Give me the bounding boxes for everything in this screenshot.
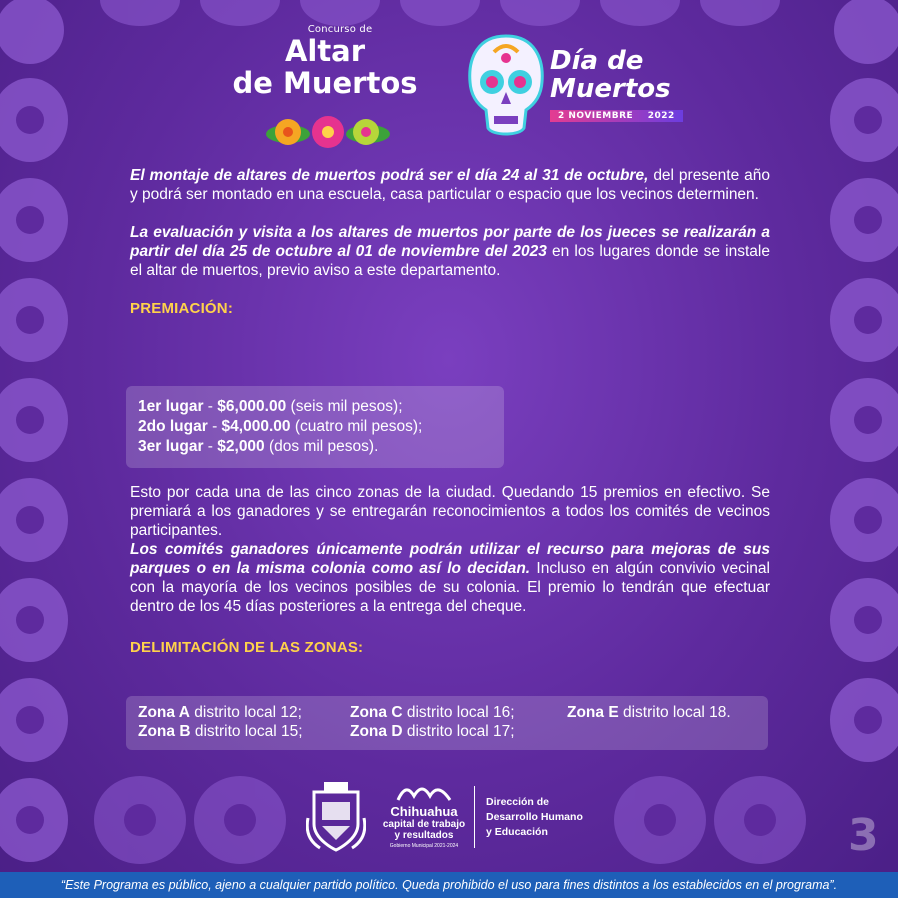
prize-amount: $2,000 <box>217 438 265 455</box>
papel-picado-top-border <box>0 0 898 30</box>
prize-words: (seis mil pesos); <box>286 398 403 415</box>
contest-logo <box>210 24 440 146</box>
zone-a <box>138 704 302 722</box>
contest-title-line2: de Muertos <box>232 66 418 100</box>
paragraph-installation <box>130 166 770 204</box>
zone-c <box>350 704 515 722</box>
installation-dates: El montaje de altares de muertos podrá ser el día 24 al 31 de octubre, <box>130 167 649 184</box>
event-date: 2 NOVIEMBRE <box>558 111 634 121</box>
zone-label: Zona A <box>138 704 190 721</box>
paragraph-evaluation <box>130 223 770 280</box>
municipal-coat-of-arms-icon <box>306 778 366 856</box>
sugar-skull-icon <box>466 32 546 142</box>
zone-district: distrito local 18. <box>618 704 731 721</box>
event-date-badge <box>550 110 683 122</box>
event-title-line2: Muertos <box>550 74 671 104</box>
prize-place: 3er lugar <box>138 438 204 455</box>
event-logo <box>550 47 683 122</box>
direction-line1: Dirección de <box>486 796 550 808</box>
prize-first: 1er lugar - $6,000.00 (seis mil pesos); <box>138 398 403 415</box>
disclaimer-bar: “Este Programa es público, ajeno a cualquier partido político. Queda prohibido el uso para fines distintos a los establecidos en el programa”. <box>0 872 898 898</box>
zone-district: distrito local 15; <box>190 723 303 740</box>
prize-third: 3er lugar - $2,000 (dos mil pesos). <box>138 438 379 455</box>
evaluation-text: en los lugares donde se instale el altar de muertos, previo aviso a este departamento. <box>130 243 770 279</box>
zone-district: distrito local 17; <box>402 723 515 740</box>
zones-heading: DELIMITACIÓN DE LAS ZONAS: <box>130 639 364 656</box>
direction-line2: Desarrollo Humano <box>486 811 583 823</box>
zone-label: Zona B <box>138 723 191 740</box>
prize-place: 2do lugar <box>138 418 208 435</box>
papel-picado-left-border <box>0 0 86 870</box>
direction-name <box>486 795 583 840</box>
chihuahua-name: Chihuahua <box>390 804 458 819</box>
awards-heading: PREMIACIÓN: <box>130 300 234 317</box>
main-content <box>130 166 770 318</box>
zone-b <box>138 723 303 741</box>
chihuahua-government: Gobierno Municipal 2021-2024 <box>389 843 459 849</box>
footer-divider <box>474 786 475 848</box>
chihuahua-mountain-icon <box>396 780 452 802</box>
evaluation-dates: La evaluación y visita a los altares de muertos por parte de los jueces se realizarán a partir del día 25 de octubre al 01 de noviembre del 2023 <box>130 224 770 260</box>
zone-label: Zona E <box>567 704 619 721</box>
zone-e <box>567 704 731 722</box>
prize-amount: $6,000.00 <box>217 398 287 415</box>
contest-title-line1: Altar <box>284 34 366 68</box>
prize-words: (cuatro mil pesos); <box>290 418 423 435</box>
zone-district: distrito local 12; <box>189 704 302 721</box>
chihuahua-slogan-2: y resultados <box>394 830 454 841</box>
direction-line3: y Educación <box>486 826 548 838</box>
usage-text: Incluso en algún convivio vecinal con la mayoría de los vecinos posibles de su colonia. El premio lo tendrán que efectuar dentro de los 45 días posteriores a la entrega del cheque. <box>130 560 770 615</box>
event-year: 2022 <box>647 111 675 121</box>
event-title-line1: Día de <box>550 46 644 76</box>
page-number: 3 <box>848 810 879 861</box>
prize-second: 2do lugar - $4,000.00 (cuatro mil pesos); <box>138 418 423 435</box>
paragraph-usage <box>130 540 770 616</box>
chihuahua-logo <box>374 804 474 849</box>
chihuahua-slogan-1: capital de trabajo <box>382 819 466 830</box>
paragraph-zones-info: Esto por cada una de las cinco zonas de la ciudad. Quedando 15 premios en efectivo. Se premiará a los ganadores y se entregarán reconocimientos a todos los comités de vecinos participantes. <box>130 484 770 539</box>
zone-district: distrito local 16; <box>402 704 515 721</box>
contest-subtitle: Concurso de <box>307 24 373 35</box>
prize-place: 1er lugar <box>138 398 204 415</box>
prize-amount: $4,000.00 <box>221 418 291 435</box>
usage-rule: Los comités ganadores únicamente podrán utilizar el recurso para mejoras de sus parques o en la misma colonia como así lo decidan. <box>130 541 770 577</box>
main-content-lower <box>130 483 770 657</box>
installation-text: del presente año y podrá ser montado en una escuela, casa particular o espacio que los vecinos determinen. <box>130 167 770 203</box>
zone-label: Zona C <box>350 704 403 721</box>
zone-label: Zona D <box>350 723 403 740</box>
marigold-flowers-icon <box>248 114 408 154</box>
papel-picado-right-border <box>812 0 898 870</box>
prize-words: (dos mil pesos). <box>264 438 379 455</box>
zone-d <box>350 723 515 741</box>
